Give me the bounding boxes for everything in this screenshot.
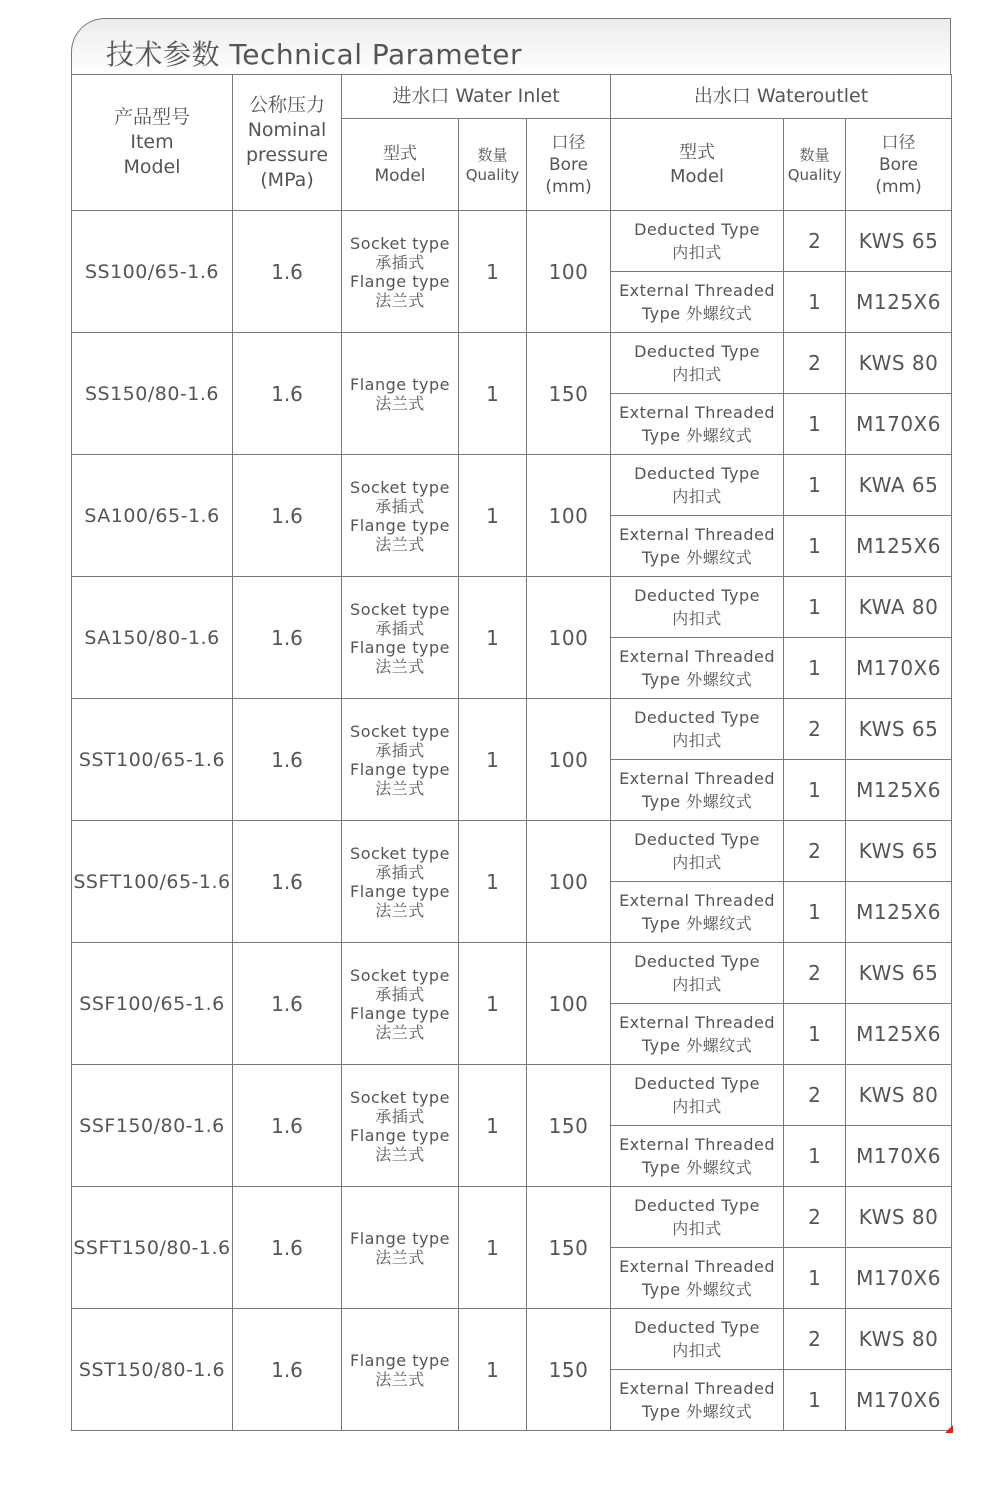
cell-text-line: Socket type <box>350 477 450 497</box>
cell-text-line: (mm) <box>545 176 592 197</box>
pressure-cell: 1.6 <box>233 455 342 577</box>
header-outlet-bore <box>846 119 952 211</box>
outlet-type-cell <box>611 394 784 455</box>
outlet-quality-cell: 2 <box>784 943 846 1004</box>
cell-text-line: Type 外螺纹式 <box>641 670 753 689</box>
outlet-quality-cell: 2 <box>784 821 846 882</box>
outlet-bore-cell: KWS 65 <box>846 943 952 1004</box>
outlet-type-cell <box>611 1248 784 1309</box>
cell-text-line: Type 外螺纹式 <box>641 1402 753 1421</box>
outlet-bore-cell: KWS 80 <box>846 1309 952 1370</box>
outlet-type-cell <box>611 699 784 760</box>
cell-text-line: 内扣式 <box>672 365 722 384</box>
cell-text-line: Flange type <box>350 1125 450 1145</box>
inlet-quality-cell: 1 <box>459 455 527 577</box>
table-row <box>72 699 952 760</box>
cell-text-line: 承插式 <box>375 984 425 1004</box>
cell-text-line: Type 外螺纹式 <box>641 426 753 445</box>
cell-text-line: Deducted Type <box>634 1196 760 1215</box>
outlet-bore-cell: KWS 80 <box>846 333 952 394</box>
inlet-quality-cell: 1 <box>459 1065 527 1187</box>
cell-text-line: 型式 <box>383 143 417 164</box>
outlet-type-cell <box>611 821 784 882</box>
inlet-bore-cell: 150 <box>527 1187 611 1309</box>
cell-text-line: Socket type <box>350 1087 450 1107</box>
cell-text-line: 承插式 <box>375 252 425 272</box>
cell-text-line: Socket type <box>350 721 450 741</box>
header-water-inlet: 进水口 Water Inlet <box>342 75 611 119</box>
item-model-cell: SSFT100/65-1.6 <box>72 821 233 943</box>
cell-text-line: Socket type <box>350 599 450 619</box>
inlet-bore-cell: 150 <box>527 333 611 455</box>
cell-text-line: Model <box>123 156 181 178</box>
cell-text-line: Flange type <box>350 1003 450 1023</box>
cell-text-line: Deducted Type <box>634 1074 760 1093</box>
outlet-type-cell <box>611 1187 784 1248</box>
outlet-quality-cell: 1 <box>784 1370 846 1431</box>
cell-text-line: (MPa) <box>260 168 314 191</box>
outlet-bore-cell: M125X6 <box>846 760 952 821</box>
cell-text-line: Socket type <box>350 965 450 985</box>
outlet-quality-cell: 1 <box>784 760 846 821</box>
outlet-bore-cell: KWA 80 <box>846 577 952 638</box>
title-tab <box>71 18 951 75</box>
cell-text-line: 承插式 <box>375 496 425 516</box>
cell-text-line: 口径 <box>551 132 586 153</box>
outlet-bore-cell: M125X6 <box>846 272 952 333</box>
outlet-quality-cell: 1 <box>784 882 846 943</box>
item-model-cell: SST150/80-1.6 <box>72 1309 233 1431</box>
outlet-bore-cell: M170X6 <box>846 1370 952 1431</box>
cell-text-line: Quality <box>465 165 520 184</box>
item-model-cell: SS100/65-1.6 <box>72 211 233 333</box>
cell-text-line: 数量 <box>799 145 830 164</box>
item-model-cell: SA100/65-1.6 <box>72 455 233 577</box>
cell-text-line: 内扣式 <box>672 1341 722 1360</box>
cell-text-line: Flange type <box>350 515 450 535</box>
outlet-bore-cell: KWS 65 <box>846 211 952 272</box>
outlet-type-cell <box>611 760 784 821</box>
cell-text-line: 法兰式 <box>375 900 425 920</box>
cell-text-line: 法兰式 <box>375 1369 425 1389</box>
cell-text-line: 内扣式 <box>672 731 722 750</box>
outlet-type-cell <box>611 1309 784 1370</box>
cell-text-line: External Threaded <box>619 769 775 788</box>
table-row <box>72 455 952 516</box>
cell-text-line: Model <box>374 165 426 186</box>
cell-text-line: (mm) <box>875 176 922 197</box>
cell-text-line: External Threaded <box>619 1135 775 1154</box>
outlet-bore-cell: KWS 65 <box>846 699 952 760</box>
cell-text-line: Deducted Type <box>634 1318 760 1337</box>
cell-text-line: Type 外螺纹式 <box>641 1158 753 1177</box>
pressure-cell: 1.6 <box>233 699 342 821</box>
item-model-cell: SA150/80-1.6 <box>72 577 233 699</box>
cell-text-line: Socket type <box>350 843 450 863</box>
inlet-quality-cell: 1 <box>459 699 527 821</box>
cell-text-line: Quality <box>787 165 842 184</box>
cell-text-line: Type 外螺纹式 <box>641 1036 753 1055</box>
outlet-quality-cell: 2 <box>784 211 846 272</box>
outlet-type-cell <box>611 882 784 943</box>
cell-text-line: Model <box>670 165 725 187</box>
cell-text-line: Flange type <box>350 881 450 901</box>
outlet-type-cell <box>611 1126 784 1187</box>
cell-text-line: Type 外螺纹式 <box>641 548 753 567</box>
cell-text-line: 内扣式 <box>672 1097 722 1116</box>
inlet-type-cell <box>342 699 459 821</box>
cell-text-line: Deducted Type <box>634 708 760 727</box>
pressure-cell: 1.6 <box>233 1187 342 1309</box>
inlet-bore-cell: 100 <box>527 577 611 699</box>
outlet-quality-cell: 1 <box>784 272 846 333</box>
header-inlet-model <box>342 119 459 211</box>
cell-text-line: 承插式 <box>375 1106 425 1126</box>
cell-text-line: Deducted Type <box>634 586 760 605</box>
inlet-bore-cell: 100 <box>527 455 611 577</box>
parameter-table-wrap <box>71 74 951 1431</box>
cell-text-line: 承插式 <box>375 862 425 882</box>
outlet-bore-cell: M170X6 <box>846 638 952 699</box>
outlet-bore-cell: M125X6 <box>846 882 952 943</box>
cell-text-line: Flange type <box>350 271 450 291</box>
outlet-bore-cell: KWA 65 <box>846 455 952 516</box>
cell-text-line: Nominal <box>247 118 327 141</box>
cell-text-line: 承插式 <box>375 740 425 760</box>
cell-text-line: Bore <box>548 154 589 175</box>
cell-text-line: External Threaded <box>619 525 775 544</box>
cell-text-line: 法兰式 <box>375 656 425 676</box>
outlet-type-cell <box>611 1004 784 1065</box>
cell-text-line: 内扣式 <box>672 975 722 994</box>
inlet-type-cell <box>342 1065 459 1187</box>
header-outlet-model <box>611 119 784 211</box>
cell-text-line: 型式 <box>679 141 716 163</box>
inlet-bore-cell: 100 <box>527 699 611 821</box>
pressure-cell: 1.6 <box>233 333 342 455</box>
item-model-cell: SSF100/65-1.6 <box>72 943 233 1065</box>
header-item-model <box>72 75 233 211</box>
header-water-outlet: 出水口 Wateroutlet <box>611 75 952 119</box>
item-model-cell: SSF150/80-1.6 <box>72 1065 233 1187</box>
cell-text-line: Type 外螺纹式 <box>641 1280 753 1299</box>
inlet-quality-cell: 1 <box>459 211 527 333</box>
cell-text-line: External Threaded <box>619 1257 775 1276</box>
cell-text-line: 内扣式 <box>672 609 722 628</box>
table-body <box>72 211 952 1431</box>
cell-text-line: Type 外螺纹式 <box>641 914 753 933</box>
cell-text-line: External Threaded <box>619 647 775 666</box>
outlet-quality-cell: 1 <box>784 394 846 455</box>
pressure-cell: 1.6 <box>233 211 342 333</box>
table-row <box>72 577 952 638</box>
outlet-quality-cell: 1 <box>784 1248 846 1309</box>
inlet-type-cell <box>342 1187 459 1309</box>
cell-text-line: Deducted Type <box>634 830 760 849</box>
inlet-bore-cell: 100 <box>527 821 611 943</box>
cell-text-line: Type 外螺纹式 <box>641 304 753 323</box>
cell-text-line: Flange type <box>350 1228 450 1248</box>
cell-text-line: 法兰式 <box>375 1144 425 1164</box>
pressure-cell: 1.6 <box>233 1309 342 1431</box>
outlet-bore-cell: M170X6 <box>846 1248 952 1309</box>
outlet-bore-cell: KWS 80 <box>846 1065 952 1126</box>
pressure-cell: 1.6 <box>233 1065 342 1187</box>
outlet-type-cell <box>611 211 784 272</box>
outlet-type-cell <box>611 455 784 516</box>
cell-text-line: External Threaded <box>619 1379 775 1398</box>
cell-text-line: 口径 <box>881 132 916 153</box>
outlet-bore-cell: M170X6 <box>846 1126 952 1187</box>
outlet-bore-cell: M170X6 <box>846 394 952 455</box>
inlet-quality-cell: 1 <box>459 577 527 699</box>
cell-text-line: Flange type <box>350 374 450 394</box>
outlet-quality-cell: 1 <box>784 516 846 577</box>
outlet-type-cell <box>611 1370 784 1431</box>
cell-text-line: 产品型号 <box>113 106 190 128</box>
cell-text-line: pressure <box>245 143 329 166</box>
cell-text-line: External Threaded <box>619 403 775 422</box>
item-model-cell: SS150/80-1.6 <box>72 333 233 455</box>
cell-text-line: External Threaded <box>619 891 775 910</box>
header-inlet-bore <box>527 119 611 211</box>
table-row <box>72 943 952 1004</box>
cell-text-line: 内扣式 <box>672 243 722 262</box>
outlet-quality-cell: 2 <box>784 1187 846 1248</box>
inlet-type-cell <box>342 455 459 577</box>
cell-text-line: 内扣式 <box>672 1219 722 1238</box>
pressure-cell: 1.6 <box>233 577 342 699</box>
outlet-quality-cell: 2 <box>784 1309 846 1370</box>
outlet-quality-cell: 2 <box>784 1065 846 1126</box>
cell-text-line: External Threaded <box>619 281 775 300</box>
inlet-bore-cell: 100 <box>527 943 611 1065</box>
cell-text-line: Deducted Type <box>634 952 760 971</box>
cell-text-line: External Threaded <box>619 1013 775 1032</box>
cell-text-line: Type 外螺纹式 <box>641 792 753 811</box>
cell-text-line: Flange type <box>350 759 450 779</box>
inlet-type-cell <box>342 333 459 455</box>
inlet-bore-cell: 150 <box>527 1065 611 1187</box>
outlet-quality-cell: 1 <box>784 577 846 638</box>
table-row <box>72 211 952 272</box>
cell-text-line: 数量 <box>477 145 508 164</box>
inlet-bore-cell: 100 <box>527 211 611 333</box>
cell-text-line: Flange type <box>350 637 450 657</box>
cell-text-line: 法兰式 <box>375 778 425 798</box>
outlet-quality-cell: 2 <box>784 699 846 760</box>
inlet-type-cell <box>342 821 459 943</box>
inlet-type-cell <box>342 943 459 1065</box>
table-row <box>72 1309 952 1370</box>
inlet-type-cell <box>342 211 459 333</box>
inlet-quality-cell: 1 <box>459 943 527 1065</box>
cell-text-line: 法兰式 <box>375 1247 425 1267</box>
cell-text-line: Deducted Type <box>634 464 760 483</box>
item-model-cell: SSFT150/80-1.6 <box>72 1187 233 1309</box>
outlet-quality-cell: 1 <box>784 638 846 699</box>
cell-text-line: 法兰式 <box>375 290 425 310</box>
outlet-quality-cell: 1 <box>784 1004 846 1065</box>
table-row <box>72 333 952 394</box>
cell-text-line: Deducted Type <box>634 342 760 361</box>
cell-text-line: 法兰式 <box>375 393 425 413</box>
outlet-bore-cell: M125X6 <box>846 1004 952 1065</box>
outlet-type-cell <box>611 333 784 394</box>
inlet-quality-cell: 1 <box>459 821 527 943</box>
inlet-quality-cell: 1 <box>459 333 527 455</box>
outlet-type-cell <box>611 943 784 1004</box>
cell-text-line: 法兰式 <box>375 534 425 554</box>
outlet-type-cell <box>611 516 784 577</box>
cell-text-line: 内扣式 <box>672 487 722 506</box>
inlet-quality-cell: 1 <box>459 1309 527 1431</box>
outlet-type-cell <box>611 638 784 699</box>
cell-text-line: Flange type <box>350 1350 450 1370</box>
cell-text-line: Deducted Type <box>634 220 760 239</box>
header-pressure <box>233 75 342 211</box>
table-row <box>72 1065 952 1126</box>
pressure-cell: 1.6 <box>233 821 342 943</box>
outlet-quality-cell: 1 <box>784 455 846 516</box>
outlet-bore-cell: KWS 80 <box>846 1187 952 1248</box>
outlet-quality-cell: 2 <box>784 333 846 394</box>
pressure-cell: 1.6 <box>233 943 342 1065</box>
parameter-table <box>71 74 952 1431</box>
cell-text-line: Socket type <box>350 233 450 253</box>
table-row <box>72 821 952 882</box>
header-inlet-quality <box>459 119 527 211</box>
outlet-type-cell <box>611 272 784 333</box>
outlet-quality-cell: 1 <box>784 1126 846 1187</box>
cell-text-line: 公称压力 <box>248 93 325 116</box>
cell-text-line: Item <box>130 131 174 153</box>
table-row <box>72 1187 952 1248</box>
inlet-type-cell <box>342 577 459 699</box>
cell-text-line: 法兰式 <box>375 1022 425 1042</box>
outlet-bore-cell: M125X6 <box>846 516 952 577</box>
header-outlet-quality <box>784 119 846 211</box>
inlet-quality-cell: 1 <box>459 1187 527 1309</box>
corner-mark <box>945 1425 953 1433</box>
outlet-bore-cell: KWS 65 <box>846 821 952 882</box>
outlet-type-cell <box>611 577 784 638</box>
cell-text-line: 内扣式 <box>672 853 722 872</box>
inlet-bore-cell: 150 <box>527 1309 611 1431</box>
inlet-type-cell <box>342 1309 459 1431</box>
outlet-type-cell <box>611 1065 784 1126</box>
page-title: 技术参数 Technical Parameter <box>106 38 523 71</box>
item-model-cell: SST100/65-1.6 <box>72 699 233 821</box>
cell-text-line: Bore <box>878 154 919 175</box>
cell-text-line: 承插式 <box>375 618 425 638</box>
